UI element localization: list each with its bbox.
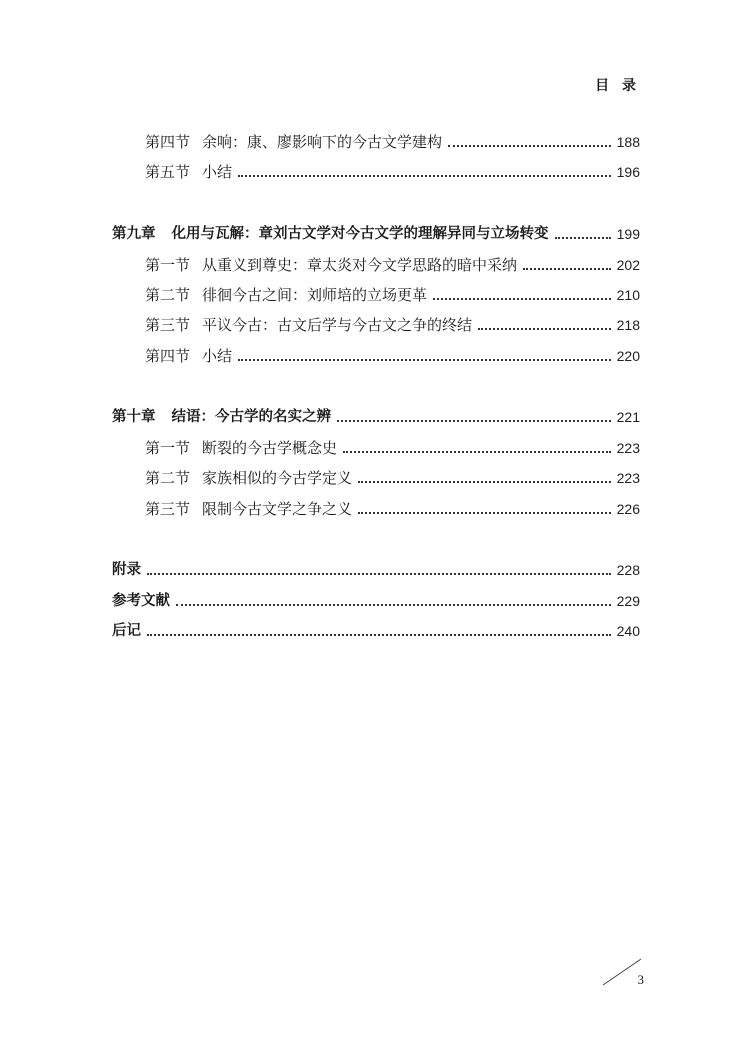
toc-entry-label: 第四节 (145, 347, 191, 365)
toc-entry-title: 断裂的今古学概念史 (202, 439, 338, 457)
toc-entry-page: 196 (616, 164, 640, 180)
toc-entry-title: 平议今古：古文后学与今古文之争的终结 (202, 316, 473, 334)
toc-entry[interactable] (112, 344, 640, 366)
dot-leader (343, 451, 611, 453)
toc-entry-label: 第二节 (145, 286, 191, 304)
toc-chapter-label: 第十章 (112, 409, 156, 425)
toc-entry-label: 第二节 (145, 469, 191, 487)
dot-leader (238, 359, 611, 361)
dot-leader (147, 573, 611, 575)
toc-entry-page: 226 (616, 501, 640, 517)
toc-entry[interactable] (112, 160, 640, 182)
toc-entry-title: 限制今古文学之争之义 (202, 500, 353, 518)
toc-entry-label: 第五节 (145, 163, 191, 181)
page-number: 3 (637, 972, 644, 987)
toc-chapter[interactable] (112, 405, 640, 427)
toc-entry[interactable] (112, 436, 640, 458)
dot-leader (523, 268, 611, 270)
toc-chapter-page: 199 (616, 226, 640, 242)
toc-entry-label: 第三节 (145, 500, 191, 518)
toc-entry-label: 第一节 (145, 439, 191, 457)
toc-entry-title: 徘徊今古之间：刘师培的立场更革 (202, 286, 428, 304)
toc-chapter-title: 化用与瓦解：章刘古文学对今古文学的理解异同与立场转变 (171, 226, 549, 242)
toc-entry[interactable] (112, 253, 640, 275)
toc-chapter-page: 221 (616, 409, 640, 425)
toc-entry-title: 余响：康、廖影响下的今古文学建构 (202, 133, 443, 151)
running-head: 目 录 (595, 78, 640, 94)
dot-leader (358, 512, 611, 514)
toc-entry[interactable] (112, 466, 640, 488)
toc-entry-label: 第四节 (145, 133, 191, 151)
toc-references-page: 229 (616, 593, 640, 609)
toc-appendix-title: 附录 (112, 562, 141, 578)
dot-leader (176, 604, 611, 606)
dot-leader (555, 237, 611, 239)
toc-entry[interactable] (112, 130, 640, 152)
toc-appendix[interactable] (112, 558, 640, 580)
toc-entry-page: 210 (616, 287, 640, 303)
toc-entry-page: 223 (616, 470, 640, 486)
toc-chapter-label: 第九章 (112, 226, 156, 242)
toc-chapter-title: 结语：今古学的名实之辨 (171, 409, 331, 425)
dot-leader (337, 420, 611, 422)
toc-entry-title: 小结 (202, 347, 233, 365)
dot-leader (358, 481, 611, 483)
dot-leader (147, 634, 611, 636)
toc-entry-title: 家族相似的今古学定义 (202, 469, 353, 487)
toc-references[interactable] (112, 589, 640, 611)
dot-leader (448, 145, 611, 147)
toc-afterword-page: 240 (616, 623, 640, 639)
toc-entry-title: 从重义到尊史：章太炎对今文学思路的暗中采纳 (202, 256, 518, 274)
toc-entry-page: 218 (616, 317, 640, 333)
toc-entry-label: 第一节 (145, 256, 191, 274)
toc-entry-label: 第三节 (145, 316, 191, 334)
toc-afterword[interactable] (112, 619, 640, 641)
toc-afterword-title: 后记 (112, 623, 141, 639)
toc-entry-page: 220 (616, 348, 640, 364)
toc-chapter[interactable] (112, 222, 640, 244)
toc-entry-page: 223 (616, 440, 640, 456)
toc-appendix-page: 228 (616, 562, 640, 578)
dot-leader (238, 175, 611, 177)
toc-entry-title: 小结 (202, 163, 233, 181)
dot-leader (433, 298, 611, 300)
toc-references-title: 参考文献 (112, 593, 170, 609)
toc-entry-page: 202 (616, 257, 640, 273)
toc-entry[interactable] (112, 283, 640, 305)
toc-entry[interactable] (112, 313, 640, 335)
toc-entry-page: 188 (616, 134, 640, 150)
dot-leader (478, 328, 611, 330)
toc-entry[interactable] (112, 497, 640, 519)
